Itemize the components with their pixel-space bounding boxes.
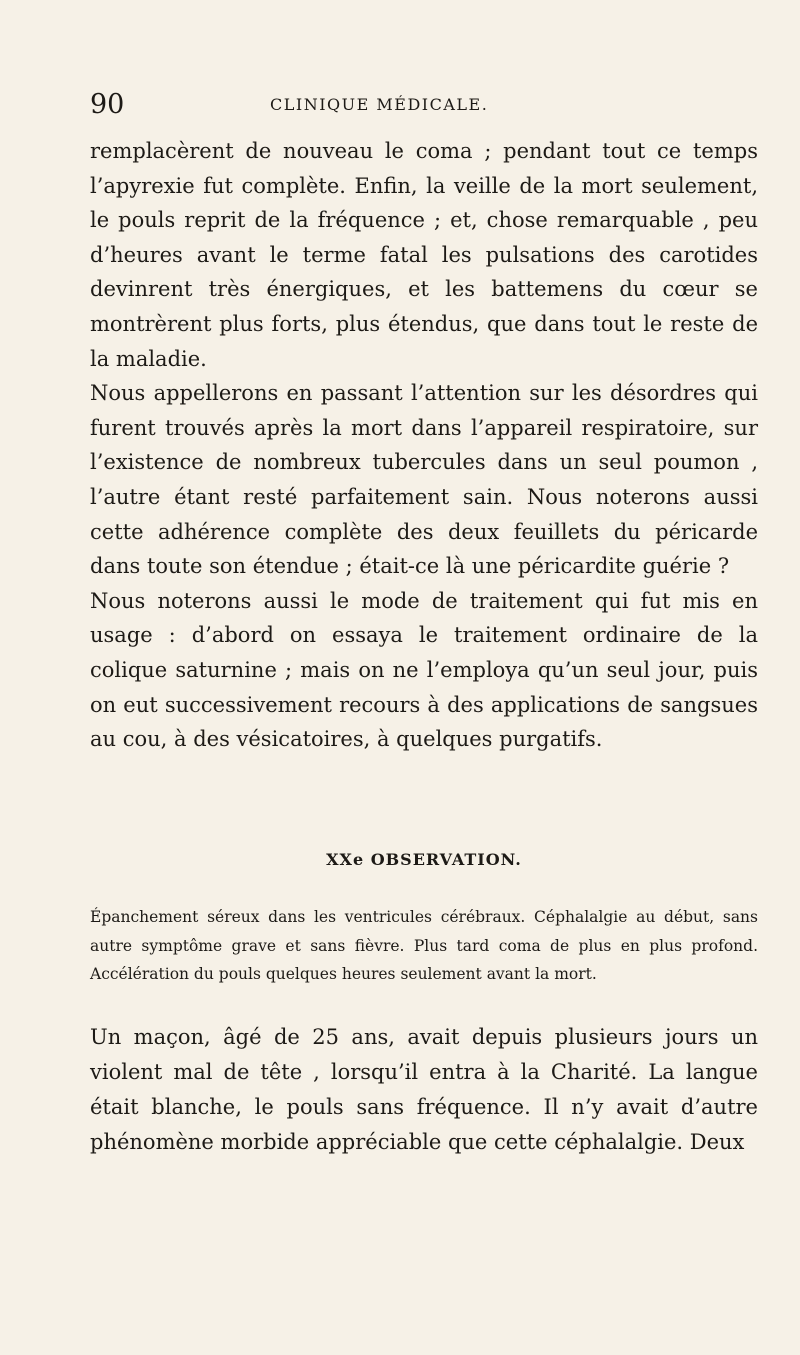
paragraph-treatment: Nous noterons aussi le mode de traitement qui fut mis en usage : d’abord on essaya le traitement ordinaire de la colique saturnine ; mais on ne l’employa qu’un seul jour, puis on eut successivement recours à des applications de sangsues au cou, à des vésicatoires, à quelques purgatifs.: [90, 588, 758, 752]
observation-summary: [90, 903, 758, 989]
observation-title: XXe OBSERVATION.: [326, 850, 522, 869]
page-number: 90: [90, 89, 125, 120]
paragraph-respiratory: Nous appellerons en passant l’attention sur les désordres qui furent trouvés après la mort dans l’appareil respiratoire, sur l’existence de nombreux tubercules dans un seul poumon , l’autre étant resté parfaitement sain. Nous noterons aussi cette adhérence complète des deux feuillets du péricarde dans toute son étendue ; était-ce là une péricardite guérie ?: [90, 381, 758, 579]
observation-body: [90, 1020, 758, 1160]
body-text: [90, 134, 758, 757]
paragraph-continuation: remplacèrent de nouveau le coma ; pendant tout ce temps l’apyrexie fut complète. Enfin, la veille de la mort seulement, le pouls reprit de la fréquence ; et, chose remarquable , peu d’heures avant le terme fatal les pulsations des carotides devinrent très énergiques, et les battemens du cœur se montrèrent plus forts, plus étendus, que dans tout le reste de la maladie.: [90, 139, 758, 371]
running-head: [90, 90, 758, 120]
observation-body-text: Un maçon, âgé de 25 ans, avait depuis plusieurs jours un violent mal de tête , lorsqu’il entra à la Charité. La langue était blanche, le pouls sans fréquence. Il n’y avait d’autre phénomène morbide appréciable que cette céphalalgie. Deux: [90, 1025, 758, 1154]
running-title: CLINIQUE MÉDICALE.: [270, 95, 489, 114]
observation-summary-text: Épanchement séreux dans les ventricules cérébraux. Céphalalgie au début, sans autre symptôme grave et sans fièvre. Plus tard coma de plus en plus profond. Accélération du pouls quelques heures seulement avant la mort.: [90, 908, 758, 983]
